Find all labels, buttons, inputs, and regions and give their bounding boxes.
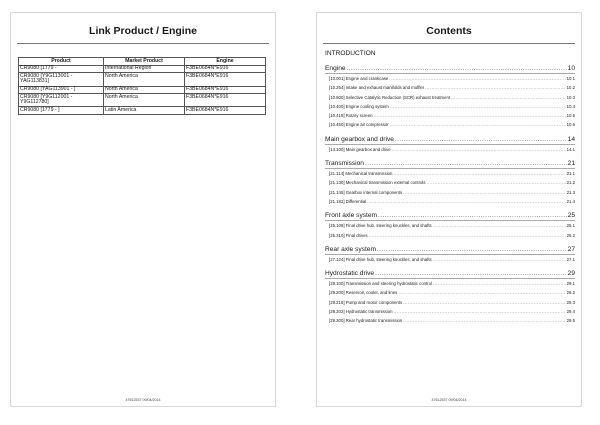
engine-cell: F3BE0684N*E916 bbox=[185, 94, 266, 107]
dot-leader bbox=[367, 197, 565, 206]
toc-page-number: 27 bbox=[567, 245, 575, 253]
dot-leader bbox=[392, 145, 566, 154]
dot-leader bbox=[393, 169, 565, 178]
toc-item-link[interactable] bbox=[325, 316, 575, 325]
product-engine-table bbox=[18, 57, 266, 115]
title-divider bbox=[323, 43, 575, 44]
dot-leader bbox=[451, 93, 566, 102]
toc-entry-label: Transmission bbox=[325, 160, 364, 168]
toc-entry-label: [25.108] Final drive hub, steering knuckles, and shafts bbox=[329, 223, 432, 229]
toc-page-number: 21.1 bbox=[566, 171, 575, 177]
toc-page-number: 10.1 bbox=[566, 76, 575, 81]
toc-page-number: 27.1 bbox=[566, 256, 575, 262]
right-page-footer: 47612537 09/04/2014 bbox=[431, 398, 467, 402]
toc-item-link[interactable] bbox=[325, 279, 575, 288]
toc-page-number: 25.2 bbox=[566, 232, 575, 238]
toc-item-link[interactable] bbox=[325, 288, 575, 297]
toc-page-number: 10.2 bbox=[566, 85, 575, 91]
toc-item-link[interactable] bbox=[325, 188, 575, 197]
dot-leader bbox=[390, 102, 566, 111]
toc-entry-label: Engine bbox=[325, 65, 346, 72]
toc-entry-label: Rear axle system bbox=[325, 245, 376, 253]
dot-leader bbox=[403, 298, 566, 307]
dot-leader bbox=[433, 221, 566, 230]
table-row bbox=[19, 86, 266, 94]
header-market-product: Market Product bbox=[104, 58, 185, 66]
toc-entry-label: [10.400] Engine cooling system bbox=[329, 103, 389, 109]
toc-page-number: 10.3 bbox=[566, 94, 575, 100]
table-of-contents bbox=[325, 49, 575, 326]
toc-page-number: 29.3 bbox=[566, 299, 575, 305]
toc-entry-label: [29.200] Reservoir, cooler, and lines bbox=[329, 290, 398, 296]
toc-section-link[interactable] bbox=[325, 159, 575, 168]
product-cell: CR9080 [YAG113901 - ] bbox=[19, 86, 104, 94]
toc-entry-label: [21.130] Mechanical transmission external controls bbox=[329, 180, 426, 186]
left-page-title: Link Product / Engine bbox=[89, 25, 197, 37]
toc-entry-label: [21.182] Differential bbox=[329, 198, 367, 204]
dot-leader bbox=[398, 288, 565, 297]
toc-item-link[interactable] bbox=[325, 74, 575, 83]
header-engine: Engine bbox=[185, 58, 266, 66]
toc-page-number: 29.5 bbox=[566, 318, 575, 324]
table-header-row bbox=[19, 58, 266, 66]
table-body bbox=[19, 65, 266, 114]
toc-item-link[interactable] bbox=[325, 231, 575, 240]
product-cell: CR9080 [1779 - ] bbox=[19, 107, 104, 115]
dot-leader bbox=[378, 211, 567, 220]
dot-leader bbox=[373, 111, 565, 120]
toc-page-number: 14.1 bbox=[566, 146, 575, 152]
dot-leader bbox=[403, 316, 565, 325]
toc-page-number: 10.4 bbox=[566, 103, 575, 109]
header-product: Product bbox=[19, 58, 104, 66]
toc-page-number: 29.2 bbox=[566, 290, 575, 296]
contents-title: Contents bbox=[426, 25, 472, 37]
market-cell: North America bbox=[104, 94, 185, 107]
table-row bbox=[19, 73, 266, 86]
toc-item-link[interactable] bbox=[325, 111, 575, 120]
toc-page-number: 29.4 bbox=[566, 309, 575, 315]
dot-leader bbox=[425, 83, 565, 92]
dot-leader bbox=[403, 188, 566, 197]
toc-item-link[interactable] bbox=[325, 93, 575, 102]
right-page bbox=[316, 12, 582, 407]
toc-entry-label: [29.300] Rear hydrostatic transmission bbox=[329, 318, 403, 324]
dot-leader bbox=[369, 231, 566, 240]
toc-page-number: 29.1 bbox=[566, 281, 575, 287]
market-cell: Latin America bbox=[104, 107, 185, 115]
dot-leader bbox=[377, 245, 567, 254]
product-cell: CR9080 [1779 - bbox=[19, 65, 104, 73]
toc-page-number: 21.2 bbox=[566, 180, 575, 186]
toc-entry-label: [21.145] Gearbox internal components bbox=[329, 189, 403, 195]
toc-entry-label: [10.500] Selective Catalytic Reduction (SCR) exhaust treatment bbox=[329, 94, 451, 100]
market-cell: International Region bbox=[104, 65, 185, 73]
toc-section-link[interactable] bbox=[325, 269, 575, 278]
toc-item-link[interactable] bbox=[325, 298, 575, 307]
toc-entry-label: [29.218] Pump and motor components bbox=[329, 299, 403, 305]
toc-page-number: 10.6 bbox=[566, 122, 575, 128]
toc-page-number: 10.5 bbox=[566, 113, 575, 119]
toc-section-link[interactable] bbox=[325, 211, 575, 220]
engine-cell: F3BE0684N*E916 bbox=[185, 65, 266, 73]
toc-entry-label: [10.450] Engine air compressor bbox=[329, 122, 389, 128]
engine-cell: F3BE0684N*E916 bbox=[185, 107, 266, 115]
dot-leader bbox=[427, 178, 566, 187]
toc-page-number: 25 bbox=[567, 212, 575, 220]
toc-entry-label: [10.254] Intake and exhaust manifolds and muffler bbox=[329, 85, 425, 91]
dot-leader bbox=[347, 64, 567, 73]
toc-page-number: 21.3 bbox=[566, 189, 575, 195]
left-page bbox=[10, 12, 276, 407]
left-page-footer: 47612537 09/04/2014 bbox=[125, 398, 161, 402]
table-row bbox=[19, 65, 266, 73]
table-row bbox=[19, 107, 266, 115]
toc-section-link[interactable] bbox=[325, 135, 575, 144]
toc-item-link[interactable] bbox=[325, 221, 575, 230]
dot-leader bbox=[389, 74, 565, 83]
product-cell: CR9080 [Y9G113001 - YAG113831] bbox=[19, 73, 104, 86]
dot-leader bbox=[433, 279, 566, 288]
market-cell: North America bbox=[104, 86, 185, 94]
dot-leader bbox=[375, 269, 567, 278]
toc-item-link[interactable] bbox=[325, 145, 575, 154]
engine-cell: F3BE0684N*E916 bbox=[185, 73, 266, 86]
toc-entry-label: Front axle system bbox=[325, 212, 378, 220]
toc-item-link[interactable] bbox=[325, 83, 575, 92]
toc-entry-label: [10.001] Engine and crankcase bbox=[329, 76, 389, 81]
toc-page-number: 29 bbox=[567, 270, 575, 278]
product-cell: CR9080 [Y9G112001 - Y9G112780] bbox=[19, 94, 104, 107]
dot-leader bbox=[395, 135, 567, 144]
toc-item-link[interactable] bbox=[325, 102, 575, 111]
toc-entry-label: [25.310] Final drives bbox=[329, 232, 368, 238]
toc-entry-label: Hydrostatic drive bbox=[325, 270, 375, 278]
dot-leader bbox=[394, 307, 566, 316]
engine-cell: F3BE0684N*E916 bbox=[185, 86, 266, 94]
market-cell: North America bbox=[104, 73, 185, 86]
toc-item-link[interactable] bbox=[325, 307, 575, 316]
toc-entry-label: [21.114] Mechanical transmission bbox=[329, 171, 393, 177]
dot-leader bbox=[390, 120, 566, 129]
toc-section-link[interactable] bbox=[325, 64, 575, 73]
toc-entry-label: [29.202] Hydrostatic transmission bbox=[329, 309, 393, 315]
toc-page-number: 14 bbox=[567, 135, 575, 143]
dot-leader bbox=[433, 255, 566, 264]
toc-item-link[interactable] bbox=[325, 178, 575, 187]
toc-item-link[interactable] bbox=[325, 120, 575, 129]
title-divider bbox=[17, 43, 269, 44]
toc-page-number: 21 bbox=[567, 160, 575, 168]
toc-section-link[interactable] bbox=[325, 245, 575, 254]
toc-item-link[interactable] bbox=[325, 169, 575, 178]
toc-entry-label: Main gearbox and drive bbox=[325, 135, 394, 143]
dot-leader bbox=[365, 159, 567, 168]
table-row bbox=[19, 94, 266, 107]
toc-entry-label: [27.124] Final drive hub, steering knuckles, and shafts bbox=[329, 256, 432, 262]
toc-page-number: 25.1 bbox=[566, 223, 575, 229]
toc-item-link[interactable] bbox=[325, 255, 575, 264]
toc-entry-label: [14.100] Main gearbox and drive bbox=[329, 146, 391, 152]
toc-item-link[interactable] bbox=[325, 197, 575, 206]
toc-entry-label: [29.100] Transmission and steering hydrostatic control bbox=[329, 281, 432, 287]
toc-page-number: 10 bbox=[567, 65, 575, 72]
toc-entry-label: [10.418] Rotary screen bbox=[329, 113, 373, 119]
toc-page-number: 21.4 bbox=[566, 198, 575, 204]
toc-introduction-link[interactable]: INTRODUCTION bbox=[325, 50, 376, 57]
